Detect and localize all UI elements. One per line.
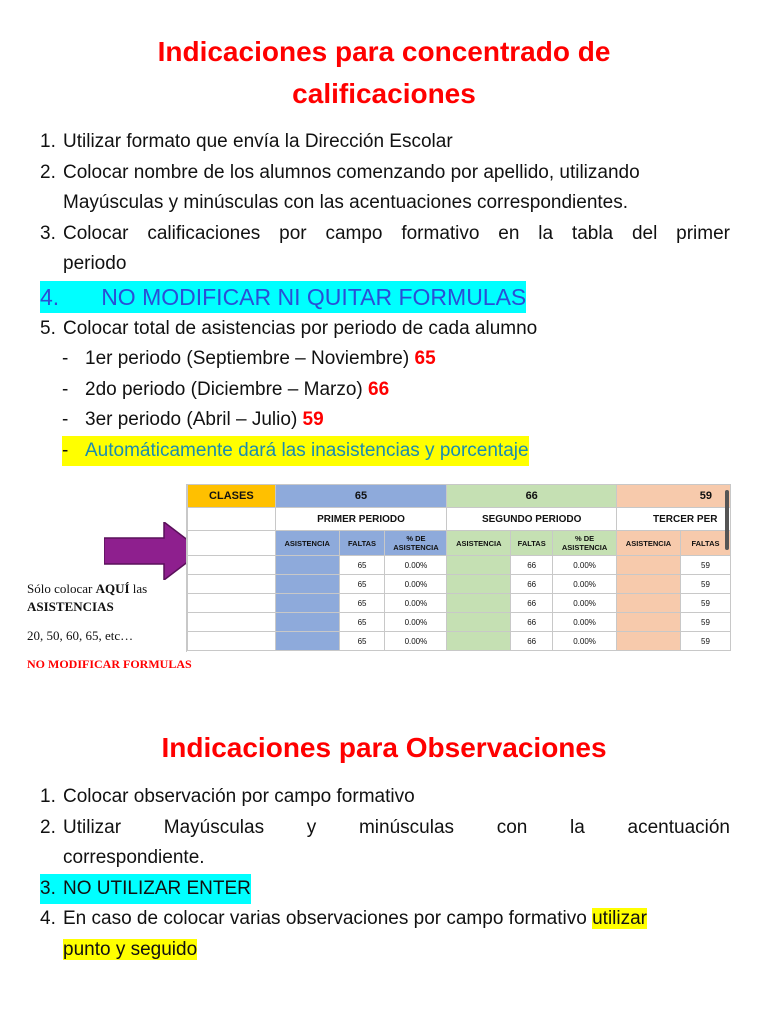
period-item: - 2do periodo (Diciembre – Marzo) 66	[62, 378, 390, 400]
table-row: 65 0.00% 66 0.00% 59	[188, 556, 731, 575]
period1-name: PRIMER PERIODO	[275, 508, 447, 531]
period-item-auto: - Automáticamente dará las inasistencias y porcentaje	[40, 436, 730, 467]
list-item: 3. Colocar calificaciones por campo formativo en la tabla del primer periodo	[40, 222, 730, 274]
attendance-spreadsheet	[186, 484, 731, 652]
period2-total: 66	[447, 485, 617, 508]
list-item-warning: 3. NO UTILIZAR ENTER	[40, 874, 730, 905]
table-row: 65 0.00% 66 0.00% 59	[188, 632, 731, 651]
list-item: 1. Colocar observación por campo formativo	[40, 786, 415, 807]
attendance-table: CLASES 65 66 59 PRIMER PERIODO SEGUNDO PERIODO TERCER PER ASISTENCIA FALTAS % DE ASISTENCIA ASISTENCIA FALTAS % DE ASISTENCIA ASISTENCIA FALTAS 65 0.00% 66 0.00% 59 65 0.00% 66 0.00% 59 65 0.00% 66 0.00% 59 65 0.00% 66 0.00% 59 65 0.00% 66 0.00% 59	[187, 484, 731, 651]
list-item: 1. Utilizar formato que envía la Dirección Escolar	[40, 131, 453, 152]
section1-list	[40, 127, 730, 466]
section2-title: Indicaciones para Observaciones	[161, 732, 607, 763]
section1-title-line2: calificaciones	[292, 78, 476, 109]
side-note-line3: 20, 50, 60, 65, etc…	[27, 628, 134, 643]
period-item: - 1er periodo (Septiembre – Noviembre) 65	[62, 348, 436, 369]
period3-name: TERCER PER	[617, 508, 731, 531]
vertical-scrollbar[interactable]	[725, 490, 729, 550]
table-row: 65 0.00% 66 0.00% 59	[188, 594, 731, 613]
list-item: 5. Colocar total de asistencias por periodo de cada alumno	[40, 317, 538, 339]
side-note-line1: Sólo colocar AQUÍ las	[27, 581, 148, 596]
list-item-warning: 4. NO MODIFICAR NI QUITAR FORMULAS	[40, 281, 730, 313]
side-note-line2: ASISTENCIAS	[27, 599, 114, 614]
period3-total: 59	[617, 485, 731, 508]
period2-name: SEGUNDO PERIODO	[447, 508, 617, 531]
table-row: 65 0.00% 66 0.00% 59	[188, 613, 731, 632]
period-item: - 3er periodo (Abril – Julio) 59	[62, 409, 324, 430]
period1-total: 65	[275, 485, 447, 508]
list-item: 2. Utilizar Mayúsculas y minúsculas con la acentuación correspondiente.	[40, 816, 730, 868]
clases-header: CLASES	[188, 485, 276, 508]
section2-list	[40, 782, 730, 965]
list-item: 2. Colocar nombre de los alumnos comenzando por apellido, utilizando Mayúsculas y minúsculas con las acentuaciones correspondientes.	[40, 161, 640, 213]
section1-title-line1: Indicaciones para concentrado de	[157, 36, 611, 67]
table-row: 65 0.00% 66 0.00% 59	[188, 575, 731, 594]
side-note-warning: NO MODIFICAR FORMULAS	[27, 657, 192, 671]
list-item: 4. En caso de colocar varias observaciones por campo formativo utilizar punto y seguido	[40, 908, 647, 960]
